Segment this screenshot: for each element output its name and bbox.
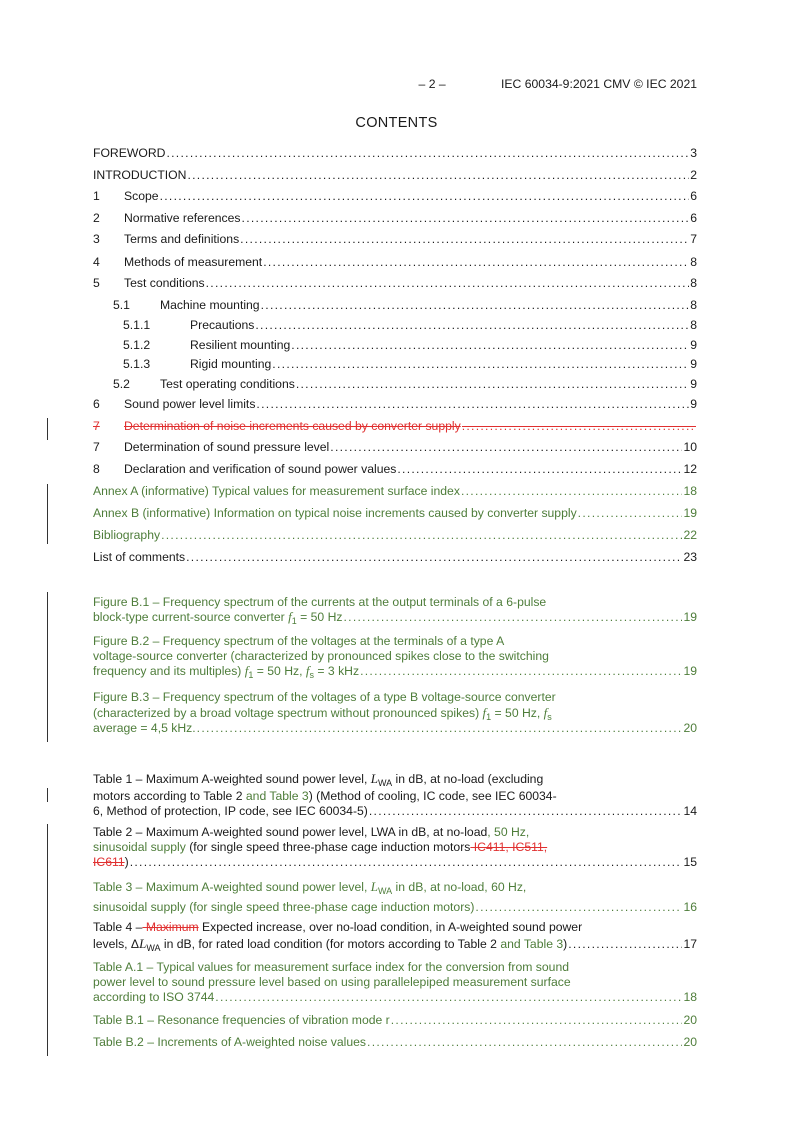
figure-entry-page: 19 (683, 610, 697, 624)
toc-entry-page: 19 (683, 506, 697, 520)
deleted-text: Maximum (142, 920, 199, 934)
toc-entry-number: 8 (93, 462, 100, 476)
toc-entry-number: 5.1.2 (123, 338, 151, 352)
toc-entry-page: 9 (690, 377, 697, 391)
toc-entry-text: Annex B (informative) Information on typical noise increments caused by converter supply (93, 506, 577, 520)
toc-entry-text: Rigid mounting (190, 357, 272, 371)
toc-entry-text: FOREWORD (93, 146, 166, 160)
toc-entry-page: 18 (683, 484, 697, 498)
toc-entry-number: 6 (93, 397, 100, 411)
leader-dots (360, 664, 682, 679)
math-sub: s (309, 670, 315, 680)
toc-entry-machine-mounting[interactable] (93, 298, 697, 313)
toc-entry-normative-references[interactable] (93, 211, 697, 226)
leader-dots (256, 397, 689, 412)
toc-entry-number: 5.2 (113, 377, 130, 391)
toc-entry-page: 8 (690, 255, 697, 269)
leader-dots (166, 146, 689, 161)
table-entry-2[interactable]: Table 2 – Maximum A-weighted sound power level, LWA in dB, at no-load, 50 Hz, sinusoidal supply (for single speed three-phase cage induction motors IC411, IC511, IC611) . . . 15 (93, 825, 697, 870)
toc-entry-number: 3 (93, 232, 100, 246)
toc-entry-text: Terms and definitions (124, 232, 240, 246)
toc-entry-number: 7 (93, 419, 100, 433)
math-var: f (543, 705, 548, 720)
table-entry-page: 20 (683, 1013, 697, 1027)
toc-entry-number: 7 (93, 440, 100, 454)
figure-entry-page: 20 (683, 721, 697, 735)
page-header (96, 77, 697, 91)
toc-entry-declaration-and-verification[interactable] (93, 462, 697, 477)
toc-entry-number: 5.1 (113, 298, 130, 312)
document-id: IEC 60034-9:2021 CMV © IEC 2021 (501, 77, 697, 91)
figure-entry-b1[interactable] (93, 595, 697, 625)
math-sub: 1 (248, 670, 254, 680)
figure-entry-text: Figure B.3 – Frequency spectrum of the voltages of a type B voltage-source converter (93, 690, 556, 704)
toc-entry-annex-a[interactable] (93, 484, 697, 499)
toc-entry-text: Sound power level limits (124, 397, 256, 411)
toc-entry-deleted-noise-increments[interactable] (93, 419, 697, 434)
leader-dots (242, 211, 690, 226)
change-bar (47, 484, 48, 544)
toc-entry-foreword[interactable] (93, 146, 697, 161)
table-entry-b1[interactable] (93, 1013, 697, 1028)
toc-entry-number: 4 (93, 255, 100, 269)
figure-entry-text: average = 4,5 kHz. (93, 721, 196, 735)
toc-entry-text: Test operating conditions (160, 377, 295, 391)
math-sub: WA (377, 886, 393, 896)
leader-dots (215, 990, 682, 1005)
toc-entry-text: Determination of sound pressure level (124, 440, 330, 454)
table-entry-page: 15 (683, 855, 697, 869)
leader-dots (255, 318, 689, 333)
table-entry-a1[interactable] (93, 960, 697, 1005)
deleted-text: IC411, IC511, (470, 840, 548, 854)
toc-entry-annex-b[interactable] (93, 506, 697, 521)
toc-entry-page: 7 (690, 232, 697, 246)
deleted-text: IC611 (93, 855, 125, 869)
leader-dots (330, 440, 682, 455)
leader-dots (291, 338, 689, 353)
math-sub: WA (146, 943, 161, 953)
table-entry-b2[interactable] (93, 1035, 697, 1050)
inserted-text: , 50 Hz, (487, 825, 530, 839)
math-sub: 1 (486, 712, 492, 722)
math-sub: s (547, 712, 552, 722)
toc-entry-page: 23 (683, 550, 697, 564)
inserted-text: and Table 3 (245, 789, 309, 803)
toc-entry-number: 5.1.1 (123, 318, 151, 332)
leader-dots (186, 550, 682, 565)
toc-entry-rigid-mounting[interactable] (93, 357, 697, 372)
leader-dots (462, 419, 696, 434)
toc-entry-page: 8 (690, 298, 697, 312)
change-bar (47, 418, 48, 440)
table-entry-text: power level to sound pressure level based on using parallelepiped measurement surface (93, 975, 571, 989)
math-sub: WA (377, 778, 393, 788)
page-number: – 2 – (418, 77, 446, 91)
figure-entry-text: (characterized by a broad voltage spectrum without pronounced spikes) $f_1 = 50$ Hz, $f_s$ (93, 705, 552, 722)
math-var: f (288, 609, 292, 624)
toc-entry-bibliography[interactable] (93, 528, 697, 543)
table-entry-page: 16 (683, 900, 697, 914)
leader-dots (367, 1035, 682, 1050)
toc-entry-page: 9 (690, 397, 697, 411)
toc-entry-page: 2 (690, 168, 697, 182)
toc-entry-page: 10 (683, 440, 697, 454)
toc-entry-sound-power-level-limits[interactable] (93, 397, 697, 412)
toc-entry-number: 2 (93, 211, 100, 225)
leader-dots (263, 255, 689, 270)
leader-dots (391, 1013, 683, 1028)
change-bar (47, 592, 48, 742)
toc-entry-text: Machine mounting (160, 298, 260, 312)
toc-entry-text: Bibliography (93, 528, 161, 542)
table-entry-text: Table B.1 – Resonance frequencies of vibration mode r (93, 1013, 390, 1027)
toc-entry-introduction[interactable] (93, 168, 697, 183)
table-entry-3[interactable]: Table 3 – Maximum A-weighted sound power level, $L_{WA}$ in dB, at no-load, 60 Hz, sinusoidal supply (for single speed three-phase cage induction motors) . . . 16 (93, 879, 697, 915)
math-sub: 1 (291, 616, 297, 626)
table-entry-text: according to ISO 3744 (93, 990, 215, 1004)
toc-entry-determination-of-sound-pressure-level[interactable] (93, 440, 697, 455)
table-entry-page: 18 (683, 990, 697, 1004)
toc-entry-text: INTRODUCTION (93, 168, 187, 182)
toc-entry-text: Declaration and verification of sound power values (124, 462, 397, 476)
toc-entry-text: Determination of noise increments caused by converter supply (124, 419, 461, 433)
math-var: L (139, 936, 147, 951)
leader-dots (343, 610, 682, 625)
table-entry-text: 6, Method of protection, IP code, see IEC 60034-5) (93, 804, 368, 818)
toc-entry-page: 8 (690, 276, 697, 290)
table-entry-text: sinusoidal supply (for single speed three-phase cage induction motors) (93, 900, 475, 914)
figure-entry-text: Figure B.1 – Frequency spectrum of the currents at the output terminals of a 6-pulse (93, 595, 547, 609)
toc-entry-number: 5.1.3 (123, 357, 151, 371)
leader-dots (197, 721, 683, 736)
figure-entry-text: block-type current-source converter $f_1 = 50$ Hz (93, 609, 343, 626)
table-entry-4[interactable]: Table 4 – Maximum Expected increase, over no-load condition, in A-weighted sound power levels, $\Delta L_{WA}$ in dB, for rated load condition (for motors according to Table 2 and Table 3) . . . 17 (93, 920, 697, 952)
toc-entry-text: Methods of measurement (124, 255, 263, 269)
contents-title: CONTENTS (355, 115, 438, 131)
toc-entry-scope[interactable] (93, 189, 697, 204)
leader-dots (160, 189, 690, 204)
toc-entry-test-conditions[interactable] (93, 276, 697, 291)
toc-entry-text: Annex A (informative) Typical values for measurement surface index (93, 484, 460, 498)
toc-entry-page: 22 (683, 528, 697, 542)
math-var: L (370, 771, 378, 786)
figure-entry-page: 19 (683, 664, 697, 678)
figure-entry-b2[interactable] (93, 634, 697, 679)
math-var: f (305, 663, 310, 678)
table-entry-text: IC611) (93, 855, 129, 869)
math-var: L (370, 879, 378, 894)
figure-entry-text: voltage-source converter (characterized by pronounced spikes close to the switching (93, 649, 549, 663)
toc-entry-text: Normative references (124, 211, 241, 225)
leader-dots (568, 937, 682, 952)
table-entry-text: levels, $\Delta L_{WA}$ in dB, for rated load condition (for motors according to Table 2 and Table 3) (93, 936, 568, 953)
toc-entry-page: 12 (683, 462, 697, 476)
inserted-text: and Table 3 (500, 937, 564, 951)
figure-entry-text: frequency and its multiples) $f_1 = 50$ Hz, $f_s = 3$ kHz (93, 663, 360, 680)
table-entry-page: 20 (683, 1035, 697, 1049)
toc-entry-text: Scope (124, 189, 159, 203)
toc-entry-text: Precautions (190, 318, 255, 332)
leader-dots (240, 232, 689, 247)
toc-entry-text: Test conditions (124, 276, 205, 290)
toc-entry-page: 6 (690, 211, 697, 225)
math-var: f (244, 663, 249, 678)
table-entry-page: 17 (683, 937, 697, 951)
leader-dots (161, 528, 682, 543)
leader-dots (296, 377, 689, 392)
table-entry-1[interactable]: Table 1 – Maximum A-weighted sound power level, $L_{WA}$ in dB, at no-load (excluding motors according to Table 2 and Table 3) (Method of cooling, IC code, see IEC 60034- 6, Method of protection, IP code, see IEC 60034-5) . . . 14 (93, 771, 697, 819)
toc-entry-number: 1 (93, 189, 100, 203)
toc-entry-page: 6 (690, 189, 697, 203)
toc-entry-resilient-mounting[interactable] (93, 338, 697, 353)
change-bar (47, 788, 48, 802)
leader-dots (369, 804, 683, 819)
toc-entry-number: 5 (93, 276, 100, 290)
figure-entry-b3[interactable] (93, 690, 697, 736)
leader-dots (475, 900, 682, 915)
toc-entry-page: 3 (690, 146, 697, 160)
toc-entry-page: 9 (690, 338, 697, 352)
toc-entry-text: List of comments (93, 550, 186, 564)
toc-entry-methods-of-measurement[interactable] (93, 255, 697, 270)
math-var: f (482, 705, 487, 720)
inserted-text: sinusoidal supply (93, 840, 186, 854)
toc-entry-list-of-comments[interactable] (93, 550, 697, 565)
table-entry-text: Table B.2 – Increments of A-weighted noise values (93, 1035, 367, 1049)
leader-dots (261, 298, 690, 313)
table-entry-text: Table A.1 – Typical values for measurement surface index for the conversion from sound (93, 960, 570, 974)
leader-dots (461, 484, 683, 499)
leader-dots (130, 855, 683, 870)
toc-entry-terms-and-definitions[interactable] (93, 232, 697, 247)
change-bar (47, 824, 48, 1056)
leader-dots (206, 276, 690, 291)
leader-dots (272, 357, 689, 372)
table-entry-page: 14 (683, 804, 697, 818)
figure-entry-text: Figure B.2 – Frequency spectrum of the voltages at the terminals of a type A (93, 634, 505, 648)
toc-entry-page: 9 (690, 357, 697, 371)
leader-dots (397, 462, 682, 477)
leader-dots (578, 506, 683, 521)
toc-entry-page: 8 (690, 318, 697, 332)
toc-entry-precautions[interactable] (93, 318, 697, 333)
leader-dots (187, 168, 689, 183)
toc-entry-test-operating-conditions[interactable] (93, 377, 697, 392)
toc-entry-text: Resilient mounting (190, 338, 291, 352)
